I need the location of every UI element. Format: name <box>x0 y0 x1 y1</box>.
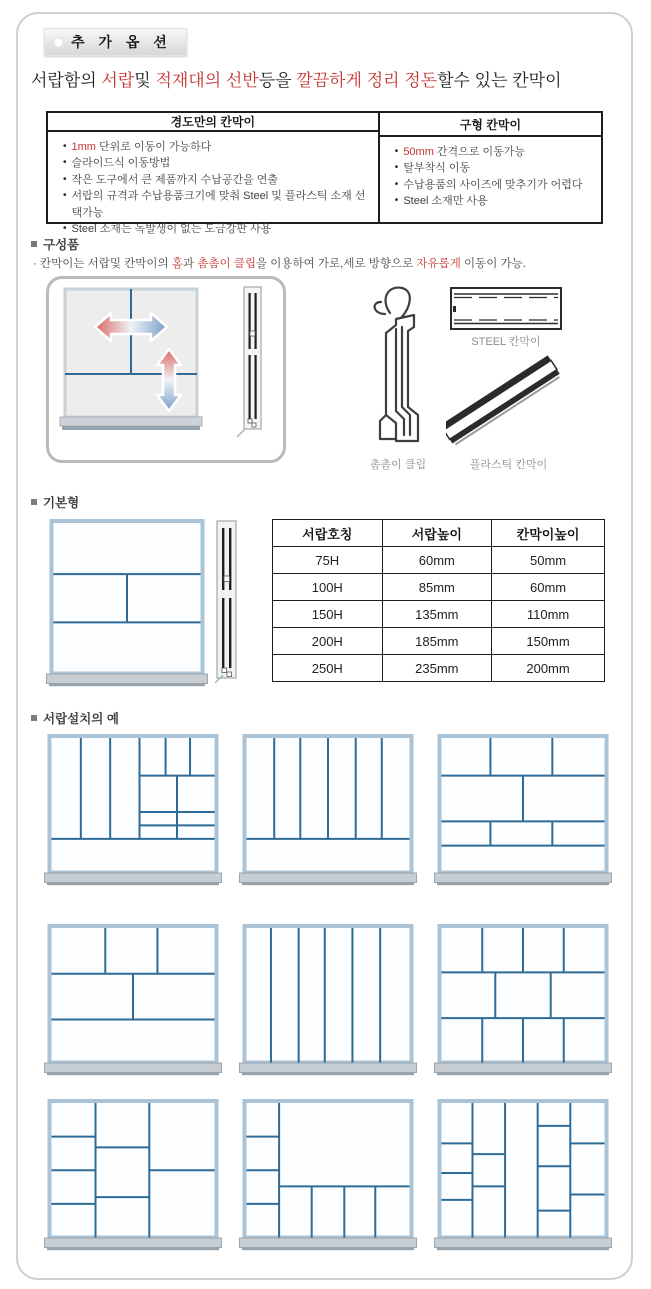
clip-figure <box>352 281 444 453</box>
components-section-heading <box>31 235 79 253</box>
components-note: · 칸막이는 서랍및 칸막이의 홈과 촘촘이 클립을 이용하여 가로,세로 방향으로 자유롭게 이동이 가능. <box>33 258 526 270</box>
bullet-item: • 탈부착식 이동 <box>395 160 597 176</box>
comparison-header-new: 경도만의 칸막이 <box>48 113 378 132</box>
bullet-item: • 작은 도구에서 큰 제품까지 수납공간을 연출 <box>63 172 374 188</box>
section-badge <box>44 28 187 56</box>
drawer-layout-diagram <box>44 1099 222 1251</box>
components-heading-label: 구성품 <box>43 238 80 252</box>
comparison-table <box>46 111 603 236</box>
bullet-item: • Steel 소재만 사용 <box>395 193 597 209</box>
spec-col-divider-height: 칸막이높이 <box>492 520 605 547</box>
bullet-item: • 수납용품의 사이즈에 맞추기가 어렵다 <box>395 177 597 193</box>
steel-divider-label: STEEL 칸막이 <box>471 336 541 348</box>
square-bullet-icon <box>31 499 37 505</box>
square-bullet-icon <box>31 241 37 247</box>
example-drawer-3 <box>434 734 612 891</box>
example-drawer-8 <box>239 1099 417 1256</box>
basic-section-heading <box>31 493 79 511</box>
bullet-icon: • <box>63 141 67 152</box>
size-spec-table <box>272 519 605 682</box>
comparison-items-new <box>48 132 378 237</box>
spec-row: 200H 185mm 150mm <box>273 628 605 655</box>
examples-heading-label: 서랍설치의 예 <box>43 712 119 726</box>
example-drawer-7 <box>44 1099 222 1256</box>
spec-row: 150H 135mm 110mm <box>273 601 605 628</box>
bullet-icon: • <box>394 178 399 190</box>
square-bullet-icon <box>31 715 37 721</box>
steel-divider-figure <box>450 287 562 331</box>
bullet-icon: • <box>394 195 399 207</box>
drawer-layout-diagram <box>239 1099 417 1251</box>
drawer-layout-diagram <box>46 519 208 687</box>
badge-label: 추 가 옵 션 <box>71 34 172 50</box>
bullet-icon: • <box>63 173 67 185</box>
badge-bullet-icon <box>54 38 63 47</box>
drawer-base <box>60 417 202 426</box>
drawer-movement-diagram <box>49 279 283 459</box>
drawer-layout-diagram <box>434 734 612 886</box>
clip-figure-label: 촘촘이 클립 <box>369 459 427 471</box>
bullet-item: • 1mm 단위로 이동이 가능하다 <box>63 139 374 155</box>
comparison-header-old: 구형 칸막이 <box>380 113 601 137</box>
bullet-item: • 50mm 간격으로 이동가능 <box>395 144 597 160</box>
divider-strip-graphic <box>237 287 261 437</box>
drawer-layout-diagram <box>434 924 612 1076</box>
bullet-icon: • <box>394 162 399 174</box>
example-drawer-4 <box>44 924 222 1081</box>
bullet-item: • 슬라이드식 이동방법 <box>63 155 374 171</box>
bullet-icon: • <box>394 146 399 157</box>
example-drawer-5 <box>239 924 417 1081</box>
example-drawer-1 <box>44 734 222 891</box>
example-drawer-6 <box>434 924 612 1081</box>
plastic-divider-label: 플라스틱 칸막이 <box>469 459 548 471</box>
spec-header-row <box>273 520 605 547</box>
drawer-layout-diagram <box>44 734 222 886</box>
drawer-layout-diagram <box>434 1099 612 1251</box>
example-drawer-2 <box>239 734 417 891</box>
movement-diagram-panel <box>46 276 286 463</box>
spec-row: 250H 235mm 200mm <box>273 655 605 682</box>
examples-section-heading <box>31 709 119 727</box>
bullet-icon: • <box>63 157 67 169</box>
drawer-layout-diagram <box>44 924 222 1076</box>
comparison-column-new <box>48 113 380 236</box>
basic-drawer-diagram <box>46 519 208 692</box>
plastic-divider-figure <box>446 350 571 454</box>
drawer-layout-diagram <box>239 924 417 1076</box>
spec-col-name: 서랍호칭 <box>273 520 383 547</box>
comparison-items-old <box>380 137 601 210</box>
comparison-column-old <box>380 113 601 222</box>
divider-strip-graphic <box>215 520 239 684</box>
spec-row: 75H 60mm 50mm <box>273 547 605 574</box>
bullet-item: • 서랍의 규격과 수납용품크기에 맞춰 Steel 및 플라스틱 소재 선택가능 <box>63 188 374 221</box>
example-drawer-9 <box>434 1099 612 1256</box>
bullet-icon: • <box>63 223 67 235</box>
basic-heading-label: 기본형 <box>43 496 80 510</box>
spec-table-body <box>273 547 605 682</box>
spec-col-drawer-height: 서랍높이 <box>382 520 492 547</box>
page-title: 서랍함의 서랍및 적재대의 선반등을 깔끔하게 정리 정돈할수 있는 칸막이 <box>31 71 562 90</box>
spec-row: 100H 85mm 60mm <box>273 574 605 601</box>
bullet-icon: • <box>63 190 67 202</box>
drawer-layout-diagram <box>239 734 417 886</box>
bullet-item: • Steel 소재는 녹발생이 없는 도금강판 사용 <box>63 221 374 237</box>
